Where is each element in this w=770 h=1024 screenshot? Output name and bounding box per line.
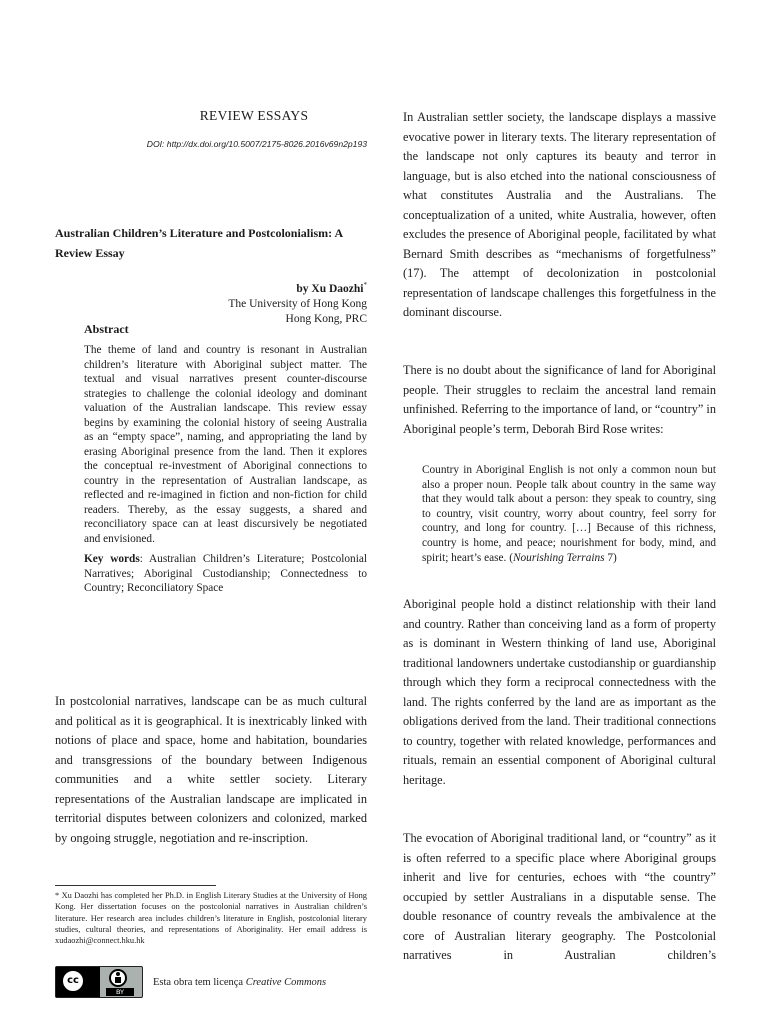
quote-page: 7)	[604, 551, 617, 564]
keywords-list: : Australian Children’s Literature; Postcolonial Narratives; Aboriginal Custodianship; Connectedness to Country; Reconciliatory Space	[84, 553, 367, 594]
footnote-marker[interactable]: *	[363, 281, 367, 289]
by-label: BY	[106, 988, 134, 996]
cc-icon: cc	[61, 969, 85, 993]
author-footnote: * Xu Daozhi has completed her Ph.D. in English Literary Studies at the University of Hong Kong. Her dissertation focuses on the postcolonial narratives in Australian children’s literature. Her research area includes children’s literature in English, postcolonial literary studies, cultural theories, and representations of Aboriginality. Her email address is xudaozhi@connect.hku.hk	[55, 891, 367, 946]
author-name: by Xu Daozhi	[296, 282, 364, 295]
article-title: Australian Children’s Literature and Postcolonialism: A Review Essay	[55, 226, 343, 260]
license-text: Esta obra tem licença Creative Commons	[153, 976, 327, 988]
location: Hong Kong, PRC	[285, 312, 367, 325]
license-notice	[55, 966, 326, 998]
cc-by-badge[interactable]	[55, 966, 143, 998]
doi-link[interactable]: DOI: http://dx.doi.org/10.5007/2175-8026.2016v69n2p193	[146, 139, 367, 149]
paragraph-land-significance: There is no doubt about the significance of land for Aboriginal people. Their struggles to reclaim the ancestral land remain unfinished. Referring to the importance of land, or “country” in Aboriginal people’s term, Deborah Bird Rose writes:	[403, 363, 716, 436]
abstract-block	[84, 322, 367, 596]
intro-paragraph: In postcolonial narratives, landscape can be as much cultural and political as it is geographical. It is inextricably linked with notions of place and space, home and habitation, boundaries and transgressions of the boundary between Indigenous communities and a white settler society. Literary representations of the Australian landscape are implicated in territorial disputes between colonizers and colonized, marked by ongoing struggle, negotiation and re-inscription.	[55, 694, 367, 845]
quote-source: Nourishing Terrains	[512, 551, 605, 564]
license-name: Creative Commons	[245, 976, 327, 988]
intro-paragraph-block	[55, 692, 367, 848]
attribution-icon	[109, 969, 127, 987]
paragraph-landscape: In Australian settler society, the landscape displays a massive evocative power in literary texts. The literary representation of the landscape not only captures its beauty and terror in language, but is also etched into the national consciousness of what constitutes Australia and the Australians. The conceptualization of a united, white Australia, however, often excludes the presence of Aboriginal people, facilitated by what Bernard Smith describes as “mechanisms of forgetfulness” (17). The attempt of decolonization in postcolonial representation of landscape challenges this forgetfulness in the dominant discourse.	[403, 110, 716, 319]
quote-text: Country in Aboriginal English is not only a common noun but also a proper noun. People talk about country in the same way that they would talk about a person: they speak to country, sing to country, visit country, worry about country, feel sorry for country, and long for country. […] Because of this richness, country is home, and peace; nourishment for body, mind, and spirit; heart’s ease.	[422, 464, 716, 564]
footnote-divider	[55, 885, 216, 886]
section-heading: REVIEW ESSAYS	[199, 108, 309, 123]
byline	[228, 278, 367, 327]
paragraph-country-evocation: The evocation of Aboriginal traditional land, or “country” as it is often referred to a specific place where Aboriginal groups inherit and live for centuries, echoes with “the country” occupied by settler Australians in a disputable sense. The double resonance of country reveals the ambivalence at the core of Australian literary geography. The Postcolonial narratives in Australian children’s	[403, 831, 716, 962]
keywords-label: Key words	[84, 553, 140, 565]
paragraph-custodianship: Aboriginal people hold a distinct relationship with their land and country. Rather than conceiving land as a form of property as is dominant in Western thinking of land use, Aboriginal traditional landowners undertake custodianship or guardianship through which they form a reciprocal connectedness with the land. The rights conferred by the land are as important as the obligations derived from the land. Their traditional connections to country, together with related knowledge, performances and rituals, remain an essential component of Aboriginal cultural heritage.	[403, 597, 716, 787]
abstract-heading: Abstract	[84, 322, 129, 336]
affiliation: The University of Hong Kong	[228, 297, 367, 310]
block-quote: Country in Aboriginal English is not only a common noun but also a proper noun. People talk about country in the same way that they would talk about a person: they speak to country, sing to country, visit country, worry about country, feel sorry for country, and long for country. […] Because of this richness, country is home, and peace; nourishment for body, mind, and spirit; heart’s ease. (Nourishing Terrains 7)	[422, 464, 716, 564]
abstract-text: The theme of land and country is resonant in Australian children’s literature with Aboriginal subject matter. The textual and visual narratives present counter-discourse strategies to challenge the colonial ideology and dominant valuation of the Australian landscape. This review essay begins by examining the colonial history of seeing Australia as an “empty space”, naming, and appropriating the land by erasing Aboriginal presence from the land. Then it explores the conceptual re-investment of Aboriginal connections to country in the representation of Australian landscape, as reflected and re-imagined in fiction and non-fiction for child readers. Thereby, as the essay suggests, a shared and reconciliatory space can at least discursively be negotiated and envisioned.	[84, 344, 367, 545]
keywords	[84, 552, 367, 596]
